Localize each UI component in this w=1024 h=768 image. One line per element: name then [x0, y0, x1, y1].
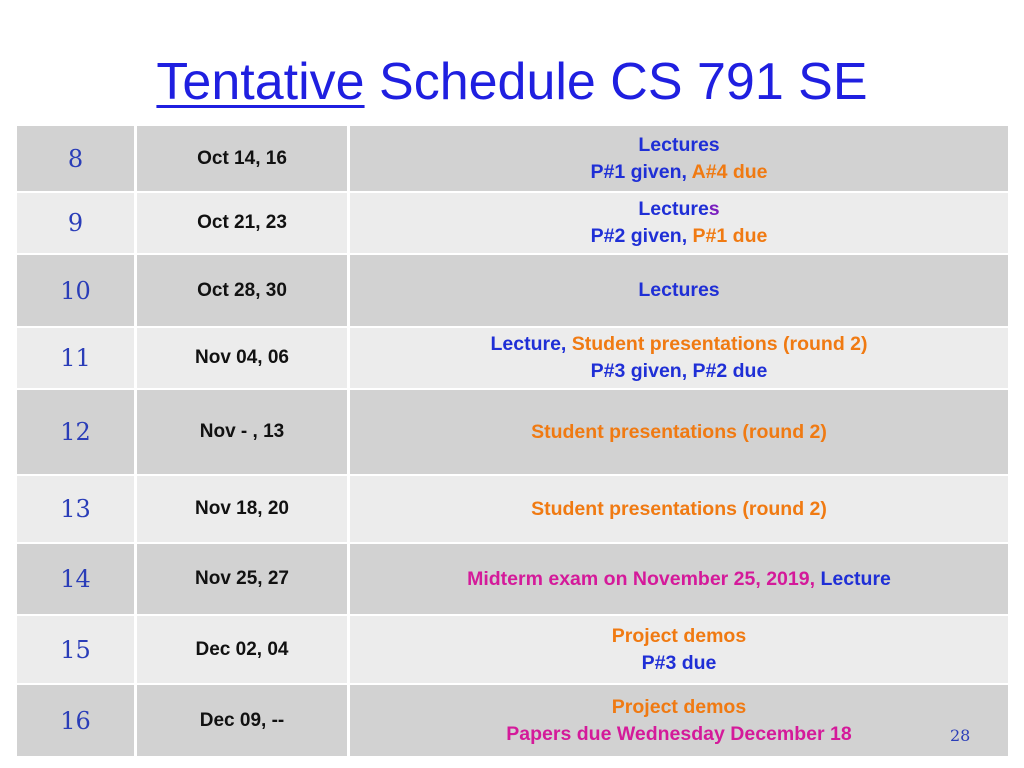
class-dates: Nov - , 13: [199, 421, 285, 442]
schedule-row: [17, 544, 1008, 616]
week-cell: [17, 476, 137, 542]
week-cell: [17, 328, 137, 388]
activity-line: [612, 623, 746, 650]
week-cell: [17, 193, 137, 253]
class-dates: Dec 09, --: [199, 709, 285, 731]
week-cell: [17, 685, 137, 756]
activity-line: [506, 721, 851, 748]
week-number: 12: [60, 418, 91, 446]
week-cell: [17, 616, 137, 683]
activity-line: [612, 694, 746, 721]
activity-text: A#4 due: [691, 160, 768, 183]
schedule-row: [17, 476, 1008, 544]
dates-cell: [137, 193, 350, 253]
activity-text: Lecture: [820, 567, 891, 590]
week-cell: [17, 126, 137, 191]
week-number: 16: [60, 706, 91, 735]
week-number: 9: [67, 209, 84, 237]
schedule-row: [17, 255, 1008, 328]
activity-line: [531, 419, 827, 446]
activities-cell: [350, 255, 1008, 326]
activity-line: [531, 496, 827, 523]
activity-text: P#3 given, P#2 due: [590, 360, 768, 382]
dates-cell: [137, 685, 350, 756]
activity-text: Papers due Wednesday December 18: [506, 722, 852, 745]
slide-title: [0, 52, 1024, 112]
activity-text: Lectures: [638, 279, 720, 301]
activity-text: Midterm exam on November 25, 2019,: [467, 567, 821, 590]
activity-text: Student presentations (round 2): [531, 420, 827, 443]
activities-cell: [350, 328, 1008, 388]
week-number: 10: [60, 276, 91, 305]
activity-text: Project demos: [611, 695, 747, 718]
week-number: 8: [67, 144, 84, 173]
activity-text: Student presentations (round 2): [531, 497, 827, 520]
activities-cell: [350, 476, 1008, 542]
activity-text: P#3 due: [641, 651, 717, 674]
dates-cell: [137, 476, 350, 542]
activity-text: Lectures: [638, 133, 720, 156]
activity-text: s: [708, 198, 720, 220]
activity-line: [638, 196, 719, 223]
schedule-row: [17, 126, 1008, 193]
activities-cell: [350, 544, 1008, 614]
activity-line: [642, 650, 717, 677]
activity-text: P#1 due: [692, 225, 768, 247]
activity-text: Project demos: [611, 624, 747, 647]
activities-cell: [350, 685, 1008, 756]
dates-cell: [137, 616, 350, 683]
activity-line: [591, 223, 768, 250]
schedule-row: [17, 328, 1008, 390]
class-dates: Dec 02, 04: [195, 638, 289, 660]
dates-cell: [137, 390, 350, 474]
schedule-row: [17, 193, 1008, 255]
week-cell: [17, 255, 137, 326]
slide-title-rest: Schedule CS 791 SE: [364, 53, 868, 111]
activity-line: [467, 566, 891, 593]
activities-cell: [350, 126, 1008, 191]
class-dates: Oct 14, 16: [197, 147, 287, 169]
week-number: 15: [60, 635, 91, 664]
activities-cell: [350, 390, 1008, 474]
activities-cell: [350, 616, 1008, 683]
activity-text: Lecture,: [490, 333, 572, 355]
activity-text: P#1 given,: [590, 160, 692, 183]
activities-cell: [350, 193, 1008, 253]
week-number: 11: [60, 344, 91, 372]
activity-text: Lecture: [638, 198, 709, 220]
week-number: 13: [60, 495, 91, 523]
week-cell: [17, 390, 137, 474]
activity-line: [590, 159, 767, 186]
activity-text: P#2 given,: [590, 225, 693, 247]
class-dates: Oct 28, 30: [197, 279, 287, 301]
activity-line: [638, 277, 719, 304]
page-number: 28: [950, 726, 971, 745]
class-dates: Oct 21, 23: [197, 212, 287, 233]
week-number: 14: [60, 565, 91, 593]
activity-text: Student presentations (round 2): [571, 333, 868, 355]
week-cell: [17, 544, 137, 614]
activity-line: [591, 358, 768, 385]
class-dates: Nov 18, 20: [195, 498, 289, 519]
schedule-table: [17, 126, 1008, 758]
activity-line: [638, 132, 719, 159]
schedule-row: [17, 390, 1008, 476]
slide-title-emphasis: Tentative: [156, 53, 365, 111]
dates-cell: [137, 328, 350, 388]
dates-cell: [137, 544, 350, 614]
activity-line: [490, 331, 867, 358]
class-dates: Nov 04, 06: [195, 347, 289, 368]
schedule-row: [17, 616, 1008, 685]
dates-cell: [137, 255, 350, 326]
dates-cell: [137, 126, 350, 191]
schedule-row: [17, 685, 1008, 758]
class-dates: Nov 25, 27: [195, 568, 289, 589]
